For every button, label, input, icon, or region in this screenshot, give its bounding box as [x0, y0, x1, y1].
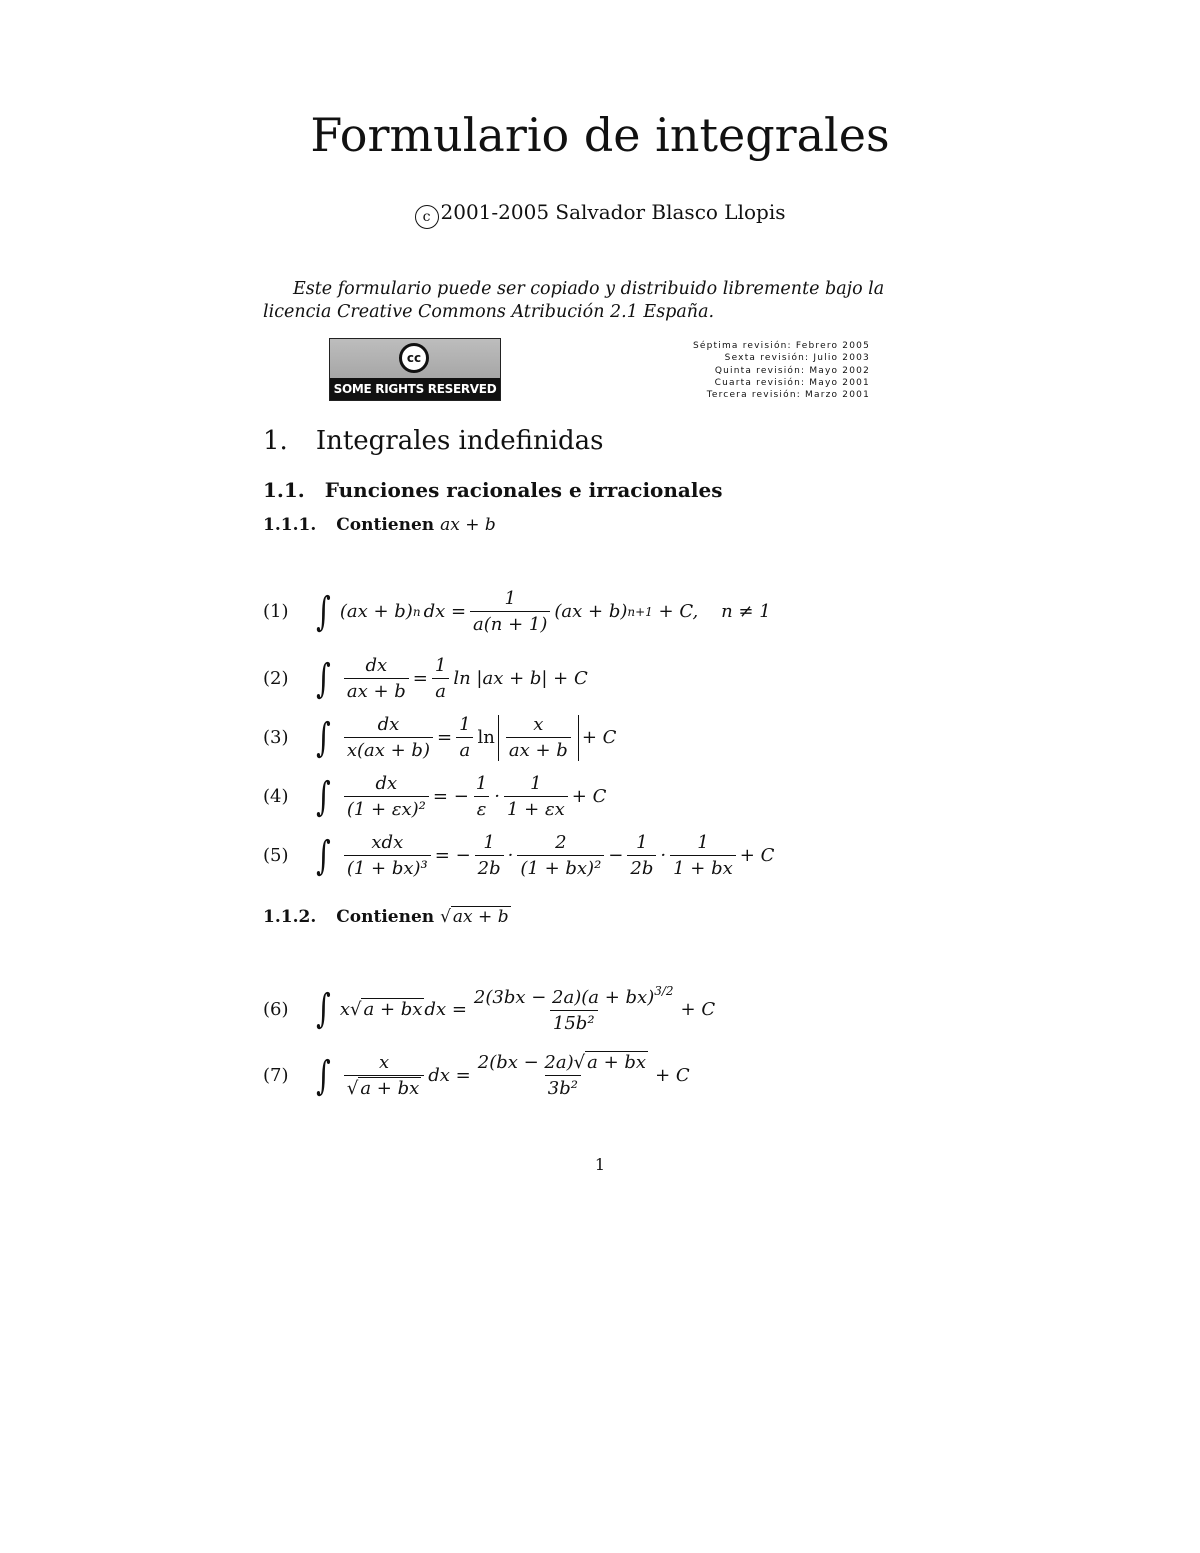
equation-4: [263, 773, 606, 820]
fraction: [504, 773, 568, 820]
expr: + C: [680, 998, 716, 1020]
numerator: 1: [475, 773, 488, 794]
subsubsection-title: Contienen: [336, 907, 435, 927]
integral-sign: ∫: [316, 714, 331, 761]
numerator: 1: [504, 588, 516, 609]
expr: ln |ax + b| + C: [453, 668, 588, 689]
creative-commons-badge: [329, 338, 501, 401]
equation-label: (2): [263, 668, 289, 689]
author-line: [0, 200, 1200, 229]
equation-6: [263, 984, 715, 1034]
expr: + C: [571, 786, 607, 807]
fraction: [627, 832, 656, 879]
expr: + C, n ≠ 1: [652, 601, 771, 622]
expr: + C: [581, 727, 617, 748]
equation-label: (3): [263, 727, 289, 748]
numerator: dx: [365, 655, 388, 676]
revision-item: Quinta revisión: Mayo 2002: [714, 365, 870, 376]
revision-item: Séptima revisión: Febrero 2005: [692, 341, 870, 351]
equation-label: (4): [263, 786, 289, 807]
fraction: [471, 984, 677, 1034]
numerator: xdx: [371, 832, 404, 853]
numerator: 1: [434, 655, 447, 676]
denominator: 1 + εx: [504, 796, 568, 820]
subsection-number: 1.1.: [263, 478, 305, 502]
fraction: [506, 714, 571, 761]
abs-bar: [578, 715, 579, 761]
numerator: x: [378, 1052, 390, 1073]
operator: =: [412, 668, 428, 689]
equation-7: [263, 1052, 690, 1099]
denominator: (1 + bx)³: [344, 855, 431, 879]
subsubsection-expression: ax + b: [440, 515, 496, 535]
subsubsection-number: 1.1.2.: [263, 907, 317, 927]
denominator: 15b²: [550, 1010, 598, 1034]
subsubsection-expression: ax + b: [452, 907, 509, 927]
numerator: 1: [530, 773, 542, 794]
subsubsection-heading: [263, 515, 496, 535]
denominator: 1 + bx: [670, 855, 736, 879]
sqrt-sign: √: [346, 1078, 359, 1099]
fraction: [473, 773, 490, 820]
numerator: 2: [555, 832, 567, 853]
operator: = −: [434, 845, 471, 866]
numerator: dx: [375, 773, 398, 794]
expr: dx =: [428, 1065, 471, 1086]
denominator: (1 + εx)²: [344, 796, 429, 820]
fraction: [670, 832, 736, 879]
sqrt-sign: √: [350, 998, 362, 1020]
denominator: a: [432, 678, 449, 702]
revision-item: Sexta revisión: Julio 2003: [724, 353, 870, 364]
subsection-title: Funciones racionales e irracionales: [324, 478, 723, 502]
denominator: a: [456, 737, 473, 761]
subsubsection-heading: [263, 907, 511, 927]
equation-3: [263, 714, 616, 761]
numerator: [475, 1052, 651, 1075]
expr: dx =: [424, 998, 467, 1020]
expr: (ax + b): [554, 601, 628, 622]
fraction: [344, 773, 429, 820]
equation-1: [263, 588, 771, 635]
function: ln: [477, 727, 495, 748]
section-number: 1.: [263, 426, 288, 456]
fraction: [456, 714, 473, 761]
denominator: a(n + 1): [470, 611, 550, 635]
denominator: ε: [474, 796, 490, 820]
equation-label: (1): [263, 601, 289, 622]
operator: = −: [432, 786, 469, 807]
numerator: [471, 984, 677, 1010]
exponent: n+1: [627, 604, 653, 619]
cc-logo-icon: cc: [399, 343, 429, 373]
expr: x: [339, 998, 350, 1020]
fraction: [475, 1052, 651, 1099]
abs-bar: [498, 715, 499, 761]
numerator-text: 2(bx − 2a): [477, 1052, 574, 1073]
subsection-heading: [263, 478, 722, 502]
page-number: 1: [594, 1155, 606, 1174]
fraction: [432, 655, 449, 702]
fraction: [344, 832, 431, 879]
numerator: x: [533, 714, 544, 735]
operator: ·: [660, 845, 667, 866]
exponent: n: [412, 604, 421, 619]
denominator: 2b: [627, 855, 656, 879]
copyright-icon: c: [415, 205, 439, 229]
revision-list: [600, 340, 870, 401]
fraction: [344, 714, 433, 761]
subsubsection-title: Contienen: [336, 515, 435, 535]
exponent: 3/2: [654, 984, 674, 998]
integral-sign: ∫: [316, 832, 331, 879]
denominator: ax + b: [344, 678, 409, 702]
fraction: [517, 832, 604, 879]
numerator: dx: [377, 714, 400, 735]
denominator: [344, 1075, 424, 1099]
subsubsection-number: 1.1.1.: [263, 515, 317, 535]
revision-item: Cuarta revisión: Mayo 2001: [714, 377, 870, 388]
equation-5: [263, 832, 774, 879]
license-paragraph: Este formulario puede ser copiado y distribuido libremente bajo la licencia Creative Commons Atribución 2.1 España.: [263, 279, 885, 322]
denominator: 3b²: [545, 1075, 581, 1099]
badge-text: SOME RIGHTS RESERVED: [330, 378, 500, 400]
operator: =: [436, 727, 453, 748]
numerator: 1: [483, 832, 495, 853]
equation-2: [263, 655, 588, 702]
equation-label: (5): [263, 845, 289, 866]
sqrt-sign: √: [573, 1052, 586, 1073]
operator: ·: [494, 786, 500, 807]
integral-sign: ∫: [316, 986, 331, 1032]
radicand: a + bx: [363, 999, 423, 1020]
operator: ·: [507, 845, 514, 866]
expr: + C: [739, 845, 775, 866]
document-title: Formulario de integrales: [310, 108, 890, 162]
fraction: [470, 588, 550, 635]
expr: + C: [655, 1065, 690, 1086]
denominator: x(ax + b): [344, 737, 433, 761]
numerator: 1: [636, 832, 648, 853]
denominator: (1 + bx)²: [517, 855, 604, 879]
numerator: 1: [459, 714, 471, 735]
section-title: Integrales indefinidas: [315, 426, 604, 456]
fraction: [344, 1052, 424, 1099]
integral-sign: ∫: [316, 1052, 331, 1099]
radicand: a + bx: [360, 1078, 420, 1099]
equation-label: (7): [263, 1065, 289, 1086]
author-text: 2001-2005 Salvador Blasco Llopis: [440, 200, 786, 224]
equation-label: (6): [263, 998, 289, 1020]
section-heading: [263, 426, 604, 456]
sqrt-sign: √: [440, 907, 451, 927]
integral-sign: ∫: [316, 588, 331, 635]
integral-sign: ∫: [316, 773, 331, 820]
expr: dx =: [423, 601, 467, 622]
expr: (ax + b): [339, 601, 413, 622]
revision-item: Tercera revisión: Marzo 2001: [706, 390, 870, 401]
denominator: ax + b: [506, 737, 571, 761]
fraction: [344, 655, 409, 702]
numerator-text: 2(3bx − 2a)(a + bx): [473, 987, 655, 1008]
numerator: 1: [697, 832, 709, 853]
fraction: [475, 832, 504, 879]
operator: −: [608, 845, 624, 866]
denominator: 2b: [475, 855, 504, 879]
integral-sign: ∫: [316, 655, 331, 702]
radicand: a + bx: [587, 1052, 647, 1073]
